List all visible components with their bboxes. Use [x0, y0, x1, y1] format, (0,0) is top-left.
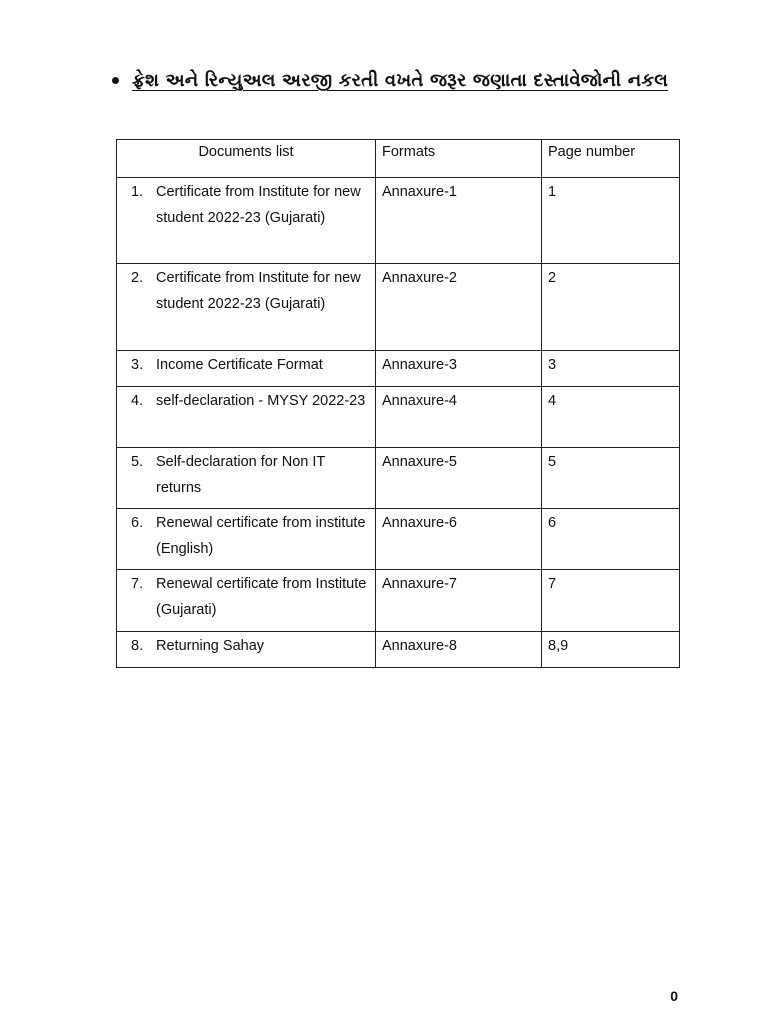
table-row — [117, 632, 680, 668]
row-number: 8. — [131, 638, 144, 654]
document-cell — [117, 448, 376, 509]
document-name: Certificate from Institute for new student 2022-23 (Gujarati) — [156, 184, 361, 226]
format-cell: Annaxure-2 — [376, 264, 542, 351]
row-number: 6. — [131, 515, 144, 531]
document-cell — [117, 264, 376, 351]
row-number: 2. — [131, 270, 144, 286]
format-cell: Annaxure-1 — [376, 178, 542, 264]
column-header-formats: Formats — [376, 140, 542, 178]
page-cell: 8,9 — [542, 632, 680, 668]
format-cell: Annaxure-6 — [376, 509, 542, 570]
bullet-icon — [112, 77, 119, 84]
page-cell: 6 — [542, 509, 680, 570]
page-cell: 1 — [542, 178, 680, 264]
format-cell: Annaxure-5 — [376, 448, 542, 509]
document-name: Certificate from Institute for new student 2022-23 (Gujarati) — [156, 270, 361, 312]
page-cell: 3 — [542, 351, 680, 387]
table-row — [117, 509, 680, 570]
format-cell: Annaxure-3 — [376, 351, 542, 387]
page-cell: 2 — [542, 264, 680, 351]
page-cell: 7 — [542, 570, 680, 632]
heading-text: ફ્રેશ અને રિન્યુઅલ અરજી કરતી વખતે જરૂર જણાતા દસ્તાવેજોની નકલ — [132, 70, 669, 91]
document-cell — [117, 387, 376, 448]
document-cell — [117, 509, 376, 570]
table-header-row — [117, 140, 680, 178]
column-header-page-number: Page number — [542, 140, 680, 178]
row-number: 5. — [131, 454, 144, 470]
table-row — [117, 570, 680, 632]
page-cell: 4 — [542, 387, 680, 448]
format-cell: Annaxure-8 — [376, 632, 542, 668]
document-cell — [117, 632, 376, 668]
document-cell — [117, 570, 376, 632]
document-name: self-declaration - MYSY 2022-23 — [156, 393, 366, 409]
row-number: 1. — [131, 184, 144, 200]
table-row — [117, 351, 680, 387]
table-row — [117, 264, 680, 351]
page-number: 0 — [670, 988, 678, 1004]
column-header-documents: Documents list — [117, 140, 376, 178]
table-row — [117, 178, 680, 264]
document-name: Renewal certificate from Institute (Gujarati) — [156, 576, 367, 618]
section-heading — [112, 70, 732, 91]
row-number: 7. — [131, 576, 144, 592]
document-name: Returning Sahay — [156, 638, 265, 654]
row-number: 3. — [131, 357, 144, 373]
format-cell: Annaxure-7 — [376, 570, 542, 632]
table-row — [117, 448, 680, 509]
document-cell — [117, 351, 376, 387]
table-row — [117, 387, 680, 448]
page-cell: 5 — [542, 448, 680, 509]
document-cell — [117, 178, 376, 264]
format-cell: Annaxure-4 — [376, 387, 542, 448]
row-number: 4. — [131, 393, 144, 409]
documents-table — [116, 139, 680, 668]
document-name: Income Certificate Format — [156, 357, 323, 373]
document-name: Renewal certificate from institute (English) — [156, 515, 366, 557]
document-name: Self-declaration for Non IT returns — [156, 454, 325, 496]
